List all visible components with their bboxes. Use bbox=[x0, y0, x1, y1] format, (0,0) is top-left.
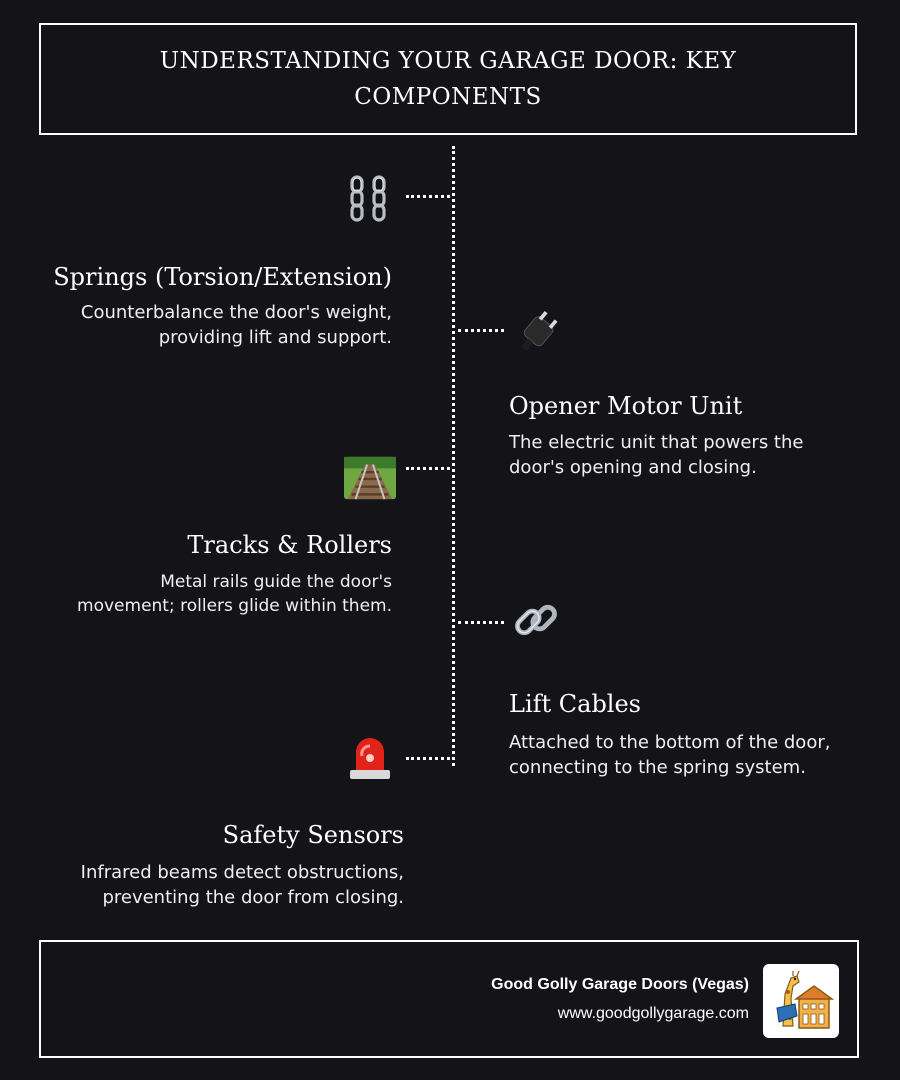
cables-description: Attached to the bottom of the door, connecting to the spring system. bbox=[509, 732, 831, 778]
link-icon bbox=[510, 594, 562, 646]
giraffe-garage-logo-icon bbox=[763, 964, 839, 1038]
springs-description: Counterbalance the door's weight, providing lift and support. bbox=[80, 302, 392, 348]
company-url[interactable]: www.goodgollygarage.com bbox=[557, 1005, 749, 1022]
cables-title: Lift Cables bbox=[509, 690, 641, 718]
opener-description: The electric unit that powers the door's opening and closing. bbox=[509, 432, 804, 478]
electric-plug-icon bbox=[512, 306, 564, 358]
timeline-line bbox=[452, 146, 455, 766]
chain-icon bbox=[342, 174, 394, 226]
connector-tracks bbox=[406, 467, 450, 470]
company-name: Good Golly Garage Doors (Vegas) bbox=[491, 976, 749, 993]
tracks-description: Metal rails guide the door's movement; rollers glide within them. bbox=[77, 572, 392, 616]
tracks-title: Tracks & Rollers bbox=[187, 531, 392, 559]
connector-cables bbox=[458, 621, 504, 624]
footer-box bbox=[39, 940, 859, 1058]
sensors-title: Safety Sensors bbox=[222, 821, 404, 849]
sensors-description: Infrared beams detect obstructions, preventing the door from closing. bbox=[80, 862, 404, 908]
opener-title: Opener Motor Unit bbox=[509, 392, 743, 420]
page-title: UNDERSTANDING YOUR GARAGE DOOR: KEY COMPONENTS bbox=[159, 48, 737, 110]
connector-springs bbox=[406, 195, 450, 198]
police-light-icon bbox=[344, 730, 396, 782]
railway-track-icon bbox=[344, 452, 396, 504]
title-box bbox=[39, 23, 857, 135]
springs-title: Springs (Torsion/Extension) bbox=[53, 263, 392, 291]
connector-opener bbox=[458, 329, 504, 332]
connector-sensors bbox=[406, 757, 450, 760]
